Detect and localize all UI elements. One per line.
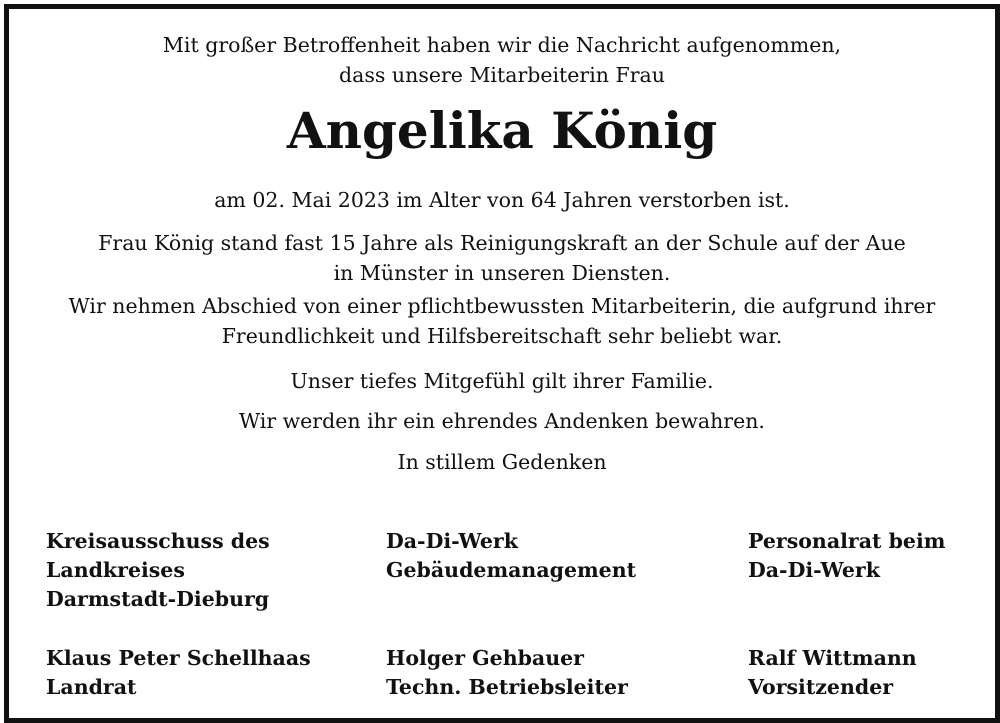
signatory-person-2: [386, 644, 628, 702]
signatory-name: Klaus Peter Schellhaas: [46, 646, 311, 670]
memory-line: Wir werden ihr ein ehrendes Andenken bewahren.: [239, 409, 765, 433]
sympathy-line: Unser tiefes Mitgefühl gilt ihrer Familie.: [290, 369, 714, 393]
service-line-2: in Münster in unseren Diensten.: [333, 261, 671, 285]
farewell-line-1: Wir nehmen Abschied von einer pflichtbewussten Mitarbeiterin, die aufgrund ihrer: [68, 294, 936, 318]
signatory-role: Vorsitzender: [748, 675, 894, 699]
service-line-1: Frau König stand fast 15 Jahre als Reinigungskraft an der Schule auf der Aue: [98, 231, 906, 255]
farewell-line-2: Freundlichkeit und Hilfsbereitschaft sehr beliebt war.: [221, 324, 783, 348]
signatory-org-2: [386, 527, 636, 585]
closing-line: In stillem Gedenken: [397, 450, 607, 474]
signatory-role: Techn. Betriebsleiter: [386, 675, 628, 699]
signatory-name: Holger Gehbauer: [386, 646, 584, 670]
signatory-org-line: Gebäudemanagement: [386, 558, 637, 582]
signatory-role: Landrat: [46, 675, 137, 699]
signatory-org-1: [46, 527, 270, 614]
signatory-org-line: Kreisausschuss des: [46, 529, 270, 553]
signatory-org-line: Da-Di-Werk: [386, 529, 518, 553]
signatory-org-line: Darmstadt-Dieburg: [46, 587, 270, 611]
death-line: am 02. Mai 2023 im Alter von 64 Jahren verstorben ist.: [214, 188, 790, 212]
signatory-org-line: Da-Di-Werk: [748, 558, 880, 582]
signatory-name: Ralf Wittmann: [748, 646, 917, 670]
signatory-person-1: [46, 644, 311, 702]
intro-line-2: dass unsere Mitarbeiterin Frau: [339, 63, 665, 87]
signatory-org-line: Personalrat beim: [748, 529, 946, 553]
obituary-content: [9, 9, 995, 718]
obituary-frame: [4, 4, 1000, 723]
intro-line-1: Mit großer Betroffenheit haben wir die Nachricht aufgenommen,: [162, 33, 842, 57]
signatory-person-3: [748, 644, 917, 702]
signatory-org-3: [748, 527, 945, 585]
signatory-org-line: Landkreises: [46, 558, 185, 582]
deceased-name: Angelika König: [286, 101, 718, 160]
